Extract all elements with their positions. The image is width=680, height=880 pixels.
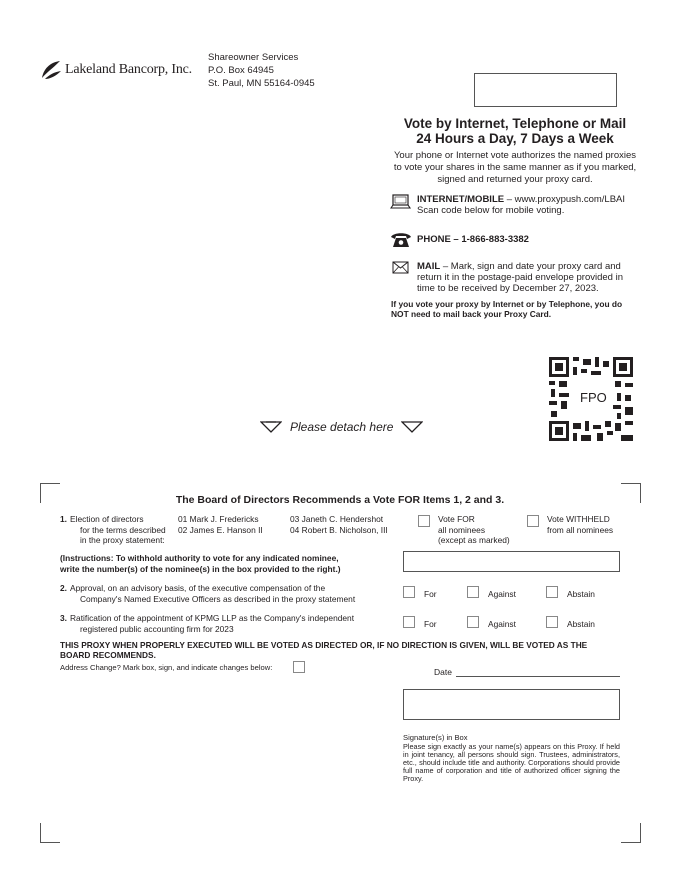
item-2-against-checkbox[interactable] [467, 586, 479, 598]
company-name: Lakeland Bancorp, Inc. [65, 62, 192, 77]
item-text-line: Election of directors [70, 514, 144, 524]
date-field[interactable] [456, 676, 620, 677]
telephone-icon [390, 232, 412, 248]
item-3-abstain-label: Abstain [567, 619, 595, 629]
proxy-note-line: THIS PROXY WHEN PROPERLY EXECUTED WILL BE VOTED AS DIRECTED OR, IF NO DIRECTION IS GIVEN, WILL BE VOTED AS THE [60, 640, 588, 650]
nominee-column [178, 514, 263, 535]
item-2-against-label: Against [488, 589, 516, 599]
mail-instructions: – Mark, sign and date your proxy card and return it in the postage-paid envelope provided in time to be received by December 27, 2023. [417, 261, 623, 294]
item-number: 1. [60, 514, 67, 524]
internet-url[interactable]: – www.proxypush.com/LBAI [504, 194, 626, 205]
vote-for-line: all nominees [438, 524, 486, 535]
item-2 [60, 583, 355, 604]
item-text-line: Ratification of the appointment of KPMG LLP as the Company's independent [70, 613, 355, 623]
vote-withheld-label [547, 514, 613, 535]
proxy-note-line: BOARD RECOMMENDS. [60, 650, 156, 660]
item-number: 3. [60, 613, 67, 623]
item-3-against-label: Against [488, 619, 516, 629]
instruction-line: write the number(s) of the nominee(s) in the box provided to the right.) [60, 563, 341, 574]
vote-for-line: (except as marked) [438, 535, 510, 545]
vote-for-line: Vote FOR [438, 514, 475, 524]
nominee: 01 Mark J. Fredericks [178, 514, 259, 524]
vote-withheld-checkbox[interactable] [527, 515, 539, 527]
envelope-icon [390, 261, 412, 275]
address-change-checkbox[interactable] [293, 661, 305, 673]
item-text-line: Approval, on an advisory basis, of the executive compensation of the [70, 583, 326, 593]
detach-label: Please detach here [290, 420, 394, 434]
nominee: 02 James E. Hanson II [178, 524, 263, 535]
item-2-for-checkbox[interactable] [403, 586, 415, 598]
item-3 [60, 613, 354, 634]
no-mail-note: If you vote your proxy by Internet or by Telephone, you do NOT need to mail back your Proxy Card. [391, 299, 623, 319]
vote-title [390, 116, 640, 146]
date-label: Date [434, 667, 452, 677]
computer-icon [390, 194, 412, 210]
phone-number[interactable]: PHONE – 1-866-883-3382 [417, 234, 529, 245]
vote-for-all-label [438, 514, 510, 546]
phone-method [390, 232, 529, 248]
vote-for-all-checkbox[interactable] [418, 515, 430, 527]
item-2-for-label: For [424, 589, 437, 599]
item-1 [60, 514, 166, 546]
nominee: 03 Janeth C. Hendershot [290, 514, 384, 524]
withhold-instructions [60, 553, 341, 574]
address-line: P.O. Box 64945 [208, 65, 274, 76]
company-logo [40, 60, 192, 80]
item-3-abstain-checkbox[interactable] [546, 616, 558, 628]
withhold-nominee-input[interactable] [403, 551, 620, 572]
internet-method [390, 194, 625, 216]
item-3-for-checkbox[interactable] [403, 616, 415, 628]
nominee: 04 Robert B. Nicholson, III [290, 524, 388, 535]
signature-box[interactable] [403, 689, 620, 720]
vote-withheld-line: Vote WITHHELD [547, 514, 610, 524]
qr-placeholder-label: FPO [580, 390, 607, 405]
crop-mark [40, 823, 60, 843]
item-text-line: in the proxy statement: [80, 535, 165, 545]
mail-method [390, 261, 640, 294]
control-number-box [474, 73, 617, 107]
address-change-label: Address Change? Mark box, sign, and indicate changes below: [60, 663, 273, 672]
instruction-line: (Instructions: To withhold authority to vote for any indicated nominee, [60, 553, 339, 563]
vote-withheld-line: from all nominees [547, 524, 614, 535]
vote-description: Your phone or Internet vote authorizes the named proxies to vote your shares in the same manner as if you marked, signed and returned your proxy card. [393, 150, 637, 185]
crop-mark [621, 823, 641, 843]
item-text-line: Company's Named Executive Officers as described in the proxy statement [80, 593, 356, 604]
item-text-line: for the terms described [80, 524, 166, 535]
item-2-abstain-label: Abstain [567, 589, 595, 599]
signature-label: Signature(s) in Box [403, 733, 468, 742]
leaf-logo-icon [40, 60, 62, 80]
item-2-abstain-checkbox[interactable] [546, 586, 558, 598]
vote-title-line: Vote by Internet, Telephone or Mail [403, 116, 627, 131]
return-address [208, 51, 315, 90]
item-3-for-label: For [424, 619, 437, 629]
internet-label: INTERNET/MOBILE [417, 194, 505, 205]
address-line: St. Paul, MN 55164-0945 [208, 78, 315, 89]
proxy-direction-note [60, 640, 630, 660]
internet-scan-text: Scan code below for mobile voting. [417, 205, 565, 216]
address-line: Shareowner Services [208, 52, 299, 63]
item-text-line: registered public accounting firm for 2023 [80, 623, 234, 634]
down-arrow-icon [401, 421, 423, 433]
board-recommendation: The Board of Directors Recommends a Vote FOR Items 1, 2 and 3. [175, 494, 505, 506]
item-3-against-checkbox[interactable] [467, 616, 479, 628]
signature-instructions: Please sign exactly as your name(s) appears on this Proxy. If held in joint tenancy, all persons should sign. Trustees, administrators, etc., should include title and authority. Corporations should provide full name of corporation and title of authorized officer signing the Proxy. [403, 742, 620, 783]
nominee-column [290, 514, 388, 535]
down-arrow-icon [260, 421, 282, 433]
detach-line [260, 420, 423, 434]
item-number: 2. [60, 583, 67, 593]
vote-title-line: 24 Hours a Day, 7 Days a Week [416, 131, 614, 146]
mail-label: MAIL [417, 261, 441, 272]
